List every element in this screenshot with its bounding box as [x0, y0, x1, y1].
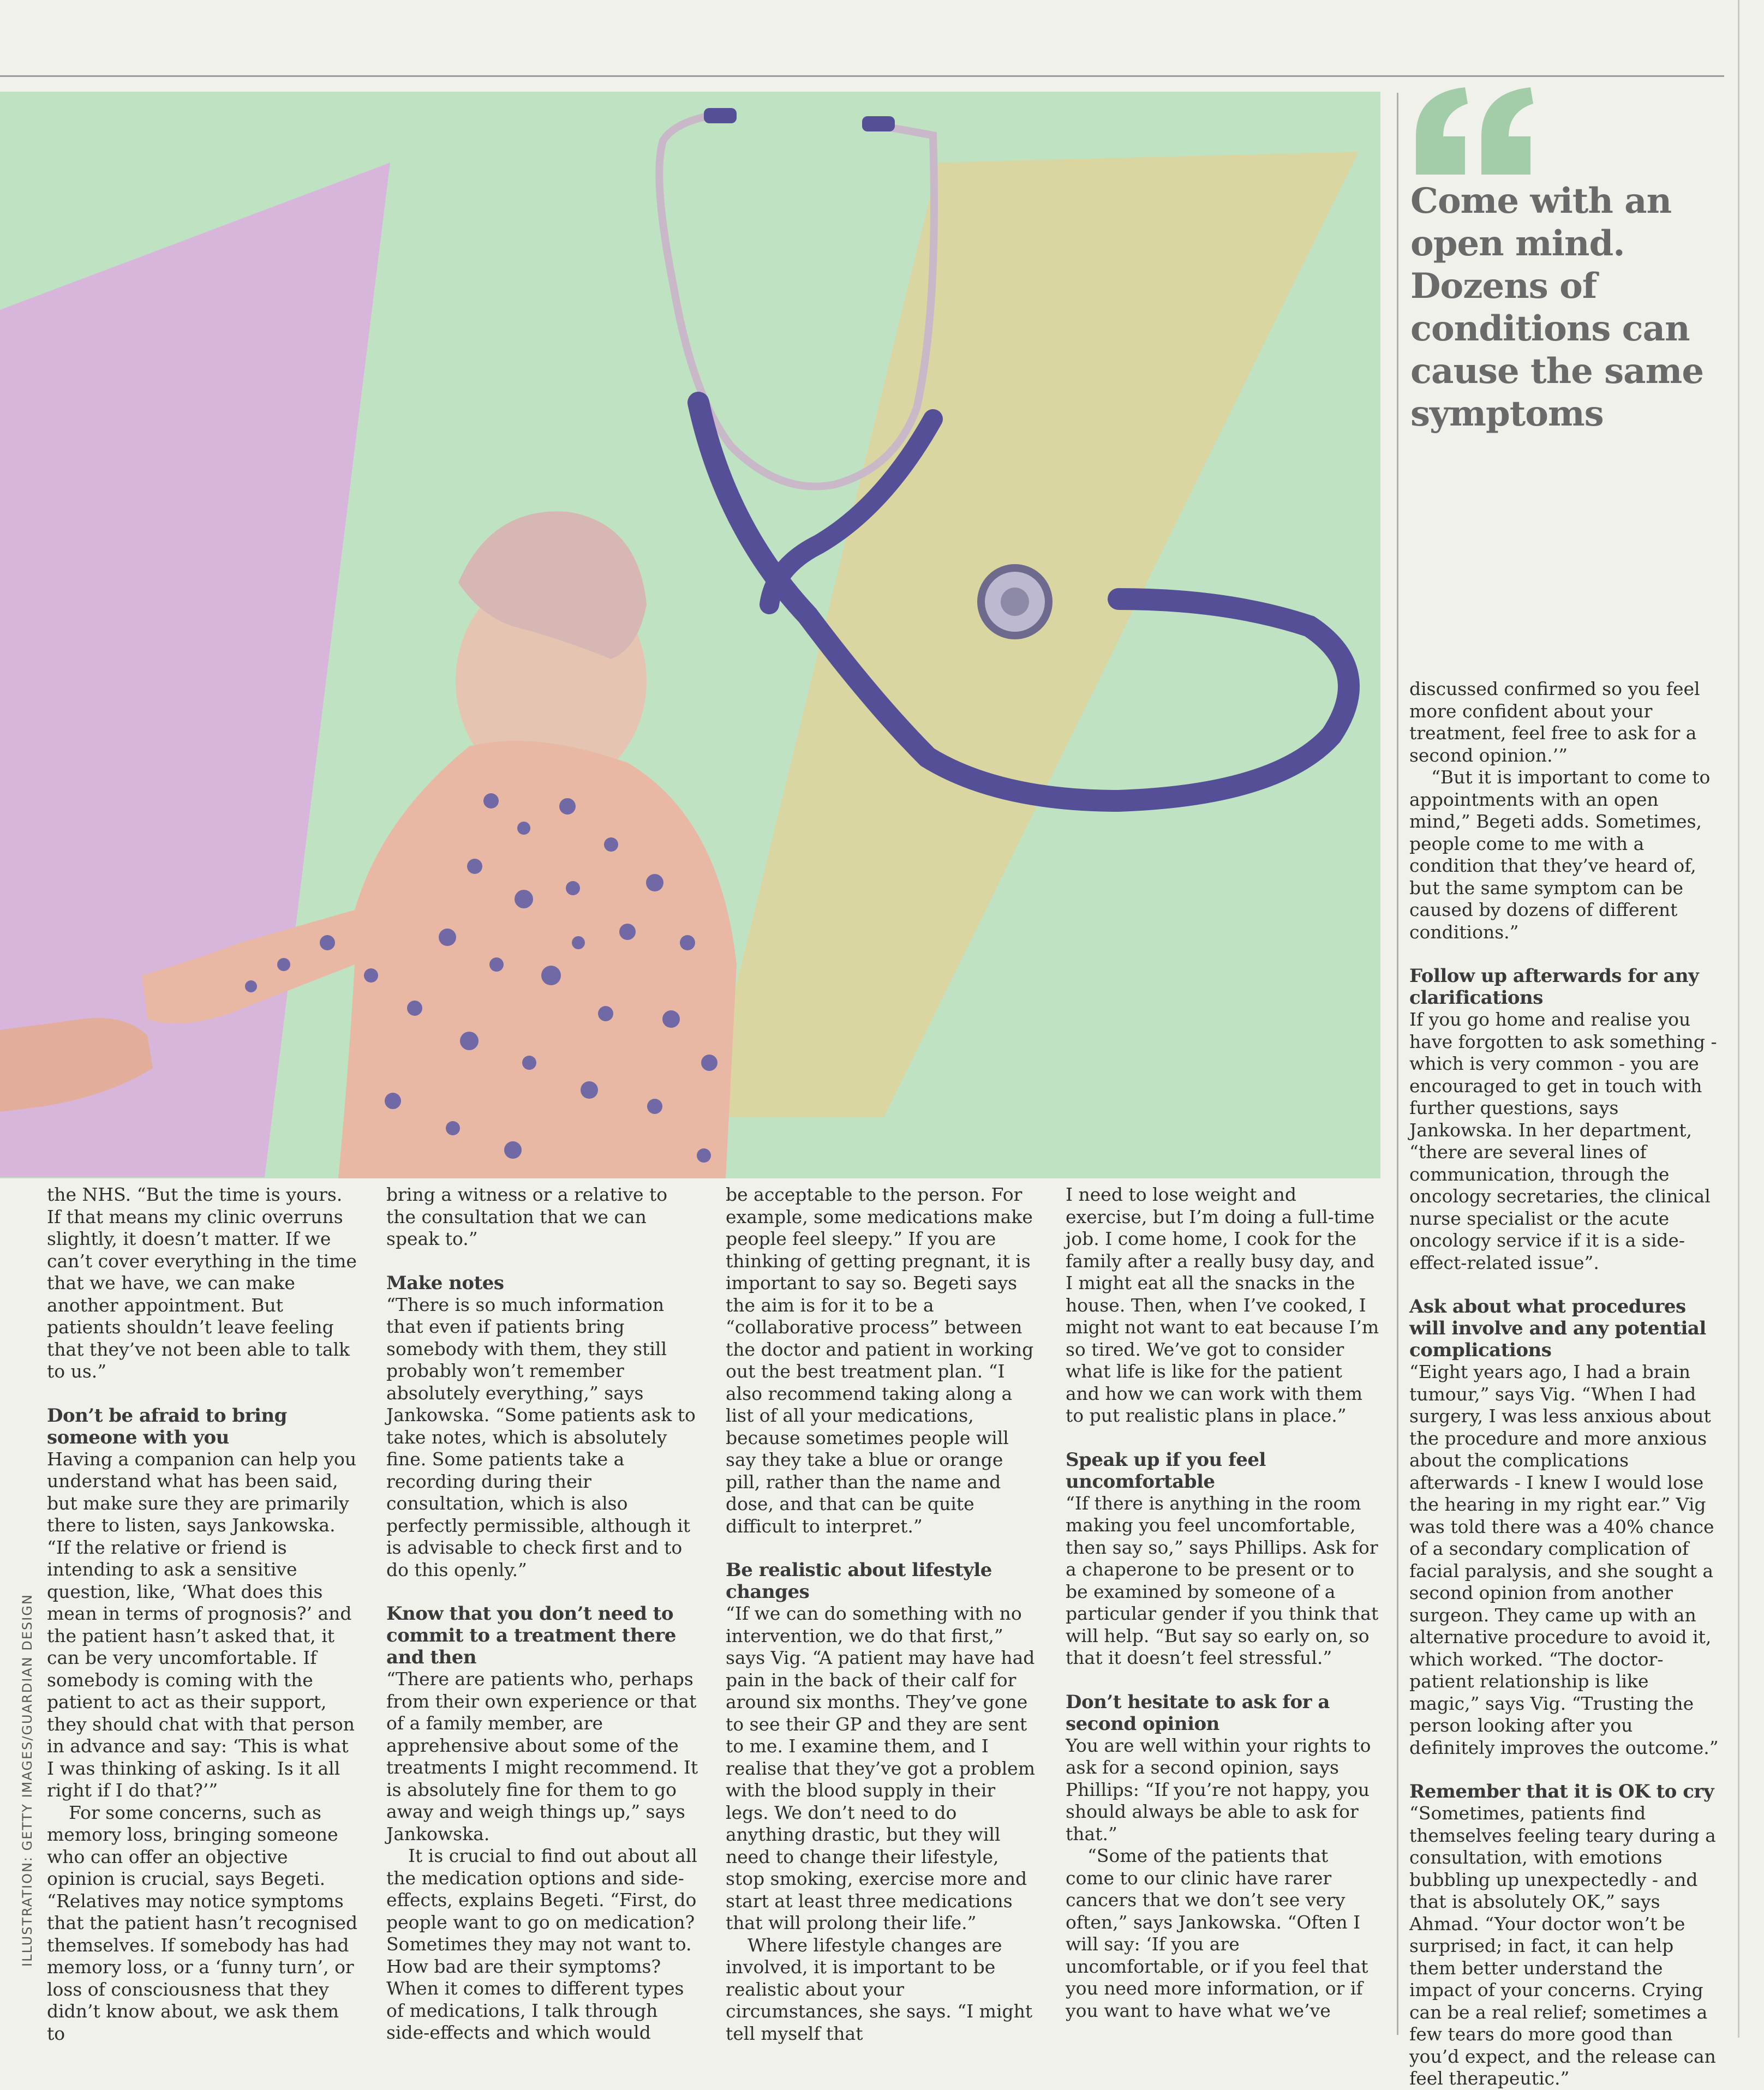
quote-mark-icon	[1410, 82, 1536, 180]
body-paragraph: “There are patients who, perhaps from their own experience or that of a family member, are apprehensive about some of the treatments I might recommend. It is absolutely fine for them to go away and weigh things up,” says Jankowska.	[386, 1668, 698, 1845]
article-column-3	[726, 1184, 1039, 2045]
body-paragraph: If you go home and realise you have forgotten to ask something - which is very common - you are encouraged to get in touch with further questions, says Jankowska. In her department, “there are several lines of communication, through the oncology secretaries, the clinical nurse specialist or the acute oncology service if it is a side-effect-related issue”.	[1409, 1009, 1717, 1273]
article-column-5	[1409, 678, 1723, 2090]
subheading: Know that you don’t need to commit to a treatment there and then	[386, 1603, 676, 1668]
subheading: Ask about what procedures will involve and any potential complications	[1409, 1296, 1706, 1361]
pull-quote: Come with an open mind. Dozens of conditions can cause the same symptoms	[1410, 181, 1704, 434]
body-paragraph: “Eight years ago, I had a brain tumour,” says Vig. “When I had surgery, I was less anxious about the procedure and more anxious about the complications afterwards - I knew I would lose the hearing in my right ear.” Vig was told there was a 40% chance of a secondary complication of facial paralysis, and she sought a second opinion from another surgeon. They came up with an alternative procedure to avoid it, which worked. “The doctor-patient relationship is like magic,” says Vig. “Trusting the person looking after you definitely improves the outcome.”	[1409, 1361, 1719, 1758]
subheading: Follow up afterwards for any clarifications	[1409, 965, 1699, 1009]
body-paragraph: “If there is anything in the room making you feel uncomfortable, then say so,” says Phillips. Ask for a chaperone to be present or to be examined by someone of a particular gender if you think that will help. “But say so early on, so that it doesn’t feel stressful.”	[1066, 1492, 1379, 1668]
illustration	[0, 92, 1380, 1178]
subheading: Remember that it is OK to cry	[1409, 1781, 1714, 1802]
body-paragraph: “But it is important to come to appointments with an open mind,” Begeti adds. Sometimes, people come to me with a condition that they’ve heard of, but the same symptom can be caused by dozens of different conditions.”	[1409, 766, 1711, 943]
subheading: Speak up if you feel uncomfortable	[1066, 1448, 1266, 1493]
illustration-artwork	[0, 92, 1380, 1178]
body-paragraph: It is crucial to find out about all the medication options and side-effects, explains Begeti. “First, do people want to go on medication? Sometimes they may not want to. How bad are their symptoms? When it comes to different types of medications, I talk through side-effects and which would	[386, 1845, 697, 2043]
top-rule	[0, 75, 1724, 77]
body-paragraph: “Some of the patients that come to our clinic have rarer cancers that we don’t see very often,” says Jankowska. “Often I will say: ‘If you are uncomfortable, or if you feel that you need more information, or if you want to have what we’ve	[1066, 1845, 1368, 2021]
subheading: Don’t hesitate to ask for a second opinion	[1066, 1691, 1330, 1735]
body-paragraph: be acceptable to the person. For example, some medications make people feel sleepy.” If you are thinking of getting pregnant, it is important to say so. Begeti says the aim is for it to be a “collaborative process” between the doctor and patient in working out the best treatment plan. “I also recommend taking along a list of all your medications, because sometimes people will say they take a blue or orange pill, rather than the name and dose, and that can be quite difficult to interpret.”	[726, 1184, 1034, 1537]
body-paragraph: Where lifestyle changes are involved, it is important to be realistic about your circumstances, she says. “I might tell myself that	[726, 1934, 1033, 2044]
body-paragraph: Having a companion can help you understand what has been said, but make sure they are primarily there to listen, says Jankowska. “If the relative or friend is intending to ask a sensitive question, like, ‘What does this mean in terms of prognosis?’ and the patient hasn’t asked that, it can be very uncomfortable. If somebody is coming with the patient to act as their support, they should chat with that person in advance and say: ‘This is what I was thinking of asking. Is it all right if I do that?’”	[47, 1448, 357, 1801]
article-column-1	[47, 1184, 361, 2045]
body-paragraph: discussed confirmed so you feel more confident about your treatment, feel free to ask for a second opinion.’”	[1409, 678, 1700, 766]
page-edge-rule	[1738, 0, 1739, 2038]
body-paragraph: “Sometimes, patients find themselves feeling teary during a consultation, with emotions bubbling up unexpectedly - and that is absolutely OK,” says Ahmad. “Your doctor won’t be surprised; in fact, it can help them better understand the impact of your concerns. Crying can be a real relief; sometimes a few tears do more good than you’d expect, and the release can feel therapeutic.”	[1409, 1802, 1716, 2089]
illustration-credit: ILLUSTRATION: GETTY IMAGES/GUARDIAN DESIGN	[20, 1594, 35, 1967]
subheading: Don’t be afraid to bring someone with you	[47, 1404, 287, 1448]
body-paragraph: For some concerns, such as memory loss, bringing someone who can offer an objective opinion is crucial, says Begeti. “Relatives may notice symptoms that the patient hasn’t recognised themselves. If somebody has had memory loss, or a ‘funny turn’, or loss of consciousness that they didn’t know about, we ask them to	[47, 1801, 358, 2044]
body-paragraph: “If we can do something with no intervention, we do that first,” says Vig. “A patient may have had pain in the back of their calf for around six months. They’ve gone to see their GP and they are sent to me. I examine them, and I realise that they’ve got a problem with the blood supply in their legs. We don’t need to do anything drastic, but they will need to change their lifestyle, stop smoking, exercise more and start at least three medications that will prolong their life.”	[726, 1603, 1035, 1933]
body-paragraph: bring a witness or a relative to the consultation that we can speak to.”	[386, 1184, 668, 1249]
body-paragraph: “There is so much information that even if patients bring somebody with them, they still probably won’t remember absolutely everything,” says Jankowska. “Some patients ask to take notes, which is absolutely fine. Some patients take a recording during their consultation, which is also perfectly permissible, although it is advisable to check first and to do this openly.”	[386, 1293, 696, 1580]
body-paragraph: You are well within your rights to ask for a second opinion, says Phillips: “If you’re not happy, you should always be able to ask for that.”	[1066, 1734, 1371, 1845]
column-divider	[1397, 93, 1398, 2035]
article-column-2	[386, 1184, 700, 2044]
body-paragraph: I need to lose weight and exercise, but I’m doing a full-time job. I come home, I cook for the family after a really busy day, and I might eat all the snacks in the house. Then, when I’ve cooked, I might not want to eat because I’m so tired. We’ve got to consider what life is like for the patient and how we can work with them to put realistic plans in place.”	[1066, 1184, 1379, 1426]
article-column-4	[1066, 1184, 1379, 2022]
body-paragraph: the NHS. “But the time is yours. If that means my clinic overruns slightly, it doesn’t matter. If we can’t cover everything in the time that we have, we can make another appointment. But patients shouldn’t leave feeling that they’ve not been able to talk to us.”	[47, 1184, 357, 1382]
subheading: Make notes	[386, 1272, 504, 1294]
subheading: Be realistic about lifestyle changes	[726, 1559, 992, 1603]
